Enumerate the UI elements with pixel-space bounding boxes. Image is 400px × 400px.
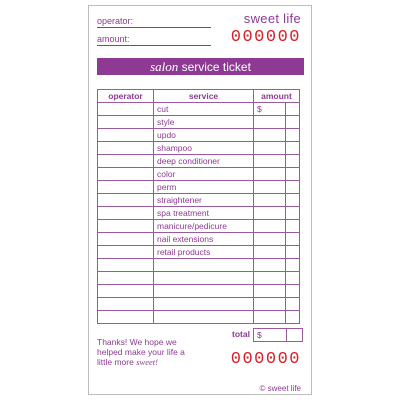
operator-cell[interactable] bbox=[98, 311, 154, 324]
title-rest: service ticket bbox=[178, 60, 251, 74]
table-row bbox=[98, 116, 300, 129]
operator-cell[interactable] bbox=[98, 272, 154, 285]
amount-column-header: amount bbox=[254, 90, 300, 103]
currency-symbol: $ bbox=[257, 104, 262, 114]
service-cell: shampoo bbox=[154, 142, 254, 155]
operator-cell[interactable] bbox=[98, 181, 154, 194]
table-row bbox=[98, 220, 300, 233]
operator-cell[interactable] bbox=[98, 298, 154, 311]
service-cell bbox=[154, 259, 254, 272]
operator-cell[interactable] bbox=[98, 233, 154, 246]
service-cell: spa treatment bbox=[154, 207, 254, 220]
table-row bbox=[98, 181, 300, 194]
service-cell bbox=[154, 311, 254, 324]
amount-cell[interactable] bbox=[254, 129, 286, 142]
cents-cell[interactable] bbox=[286, 272, 300, 285]
cents-cell[interactable] bbox=[286, 259, 300, 272]
amount-cell[interactable] bbox=[254, 233, 286, 246]
cents-cell[interactable] bbox=[286, 311, 300, 324]
amount-cell[interactable] bbox=[254, 220, 286, 233]
operator-cell[interactable] bbox=[98, 207, 154, 220]
table-row bbox=[98, 129, 300, 142]
thanks-sweet: sweet! bbox=[136, 357, 158, 367]
operator-cell[interactable] bbox=[98, 155, 154, 168]
table-row bbox=[98, 311, 300, 324]
service-column-header: service bbox=[154, 90, 254, 103]
table-row bbox=[98, 233, 300, 246]
ticket-number-bottom: 000000 bbox=[230, 350, 301, 369]
ticket-title bbox=[97, 58, 304, 75]
ticket-number-top: 000000 bbox=[230, 28, 301, 47]
amount-cell[interactable] bbox=[254, 298, 286, 311]
operator-cell[interactable] bbox=[98, 129, 154, 142]
cents-cell[interactable] bbox=[286, 181, 300, 194]
operator-cell[interactable] bbox=[98, 103, 154, 116]
amount-cell[interactable] bbox=[254, 155, 286, 168]
cents-cell[interactable] bbox=[286, 220, 300, 233]
operator-cell[interactable] bbox=[98, 168, 154, 181]
service-cell: perm bbox=[154, 181, 254, 194]
service-cell: retail products bbox=[154, 246, 254, 259]
thanks-text: Thanks! We hope we helped make your life a little more bbox=[97, 337, 185, 367]
table-row bbox=[98, 298, 300, 311]
service-cell: updo bbox=[154, 129, 254, 142]
service-cell: style bbox=[154, 116, 254, 129]
total-amount-field[interactable] bbox=[253, 328, 303, 342]
total-currency-symbol: $ bbox=[257, 330, 262, 340]
thanks-message bbox=[97, 337, 197, 367]
table-row bbox=[98, 259, 300, 272]
table-row bbox=[98, 207, 300, 220]
table-row bbox=[98, 285, 300, 298]
amount-cell[interactable] bbox=[254, 272, 286, 285]
amount-field[interactable] bbox=[97, 45, 211, 46]
table-header-row bbox=[98, 90, 300, 103]
table-row bbox=[98, 155, 300, 168]
amount-cell[interactable] bbox=[254, 311, 286, 324]
operator-cell[interactable] bbox=[98, 142, 154, 155]
amount-cell[interactable] bbox=[254, 246, 286, 259]
title-italic: salon bbox=[150, 59, 179, 74]
total-cents-divider bbox=[286, 328, 287, 342]
amount-label: amount: bbox=[97, 34, 130, 44]
cents-cell[interactable] bbox=[286, 168, 300, 181]
service-cell bbox=[154, 272, 254, 285]
amount-cell[interactable] bbox=[254, 285, 286, 298]
cents-cell[interactable] bbox=[286, 129, 300, 142]
table-row bbox=[98, 194, 300, 207]
table-row bbox=[98, 246, 300, 259]
operator-cell[interactable] bbox=[98, 285, 154, 298]
operator-cell[interactable] bbox=[98, 259, 154, 272]
cents-cell[interactable] bbox=[286, 142, 300, 155]
table-row bbox=[98, 168, 300, 181]
services-table bbox=[97, 89, 300, 324]
operator-cell[interactable] bbox=[98, 246, 154, 259]
table-row bbox=[98, 142, 300, 155]
cents-cell[interactable] bbox=[286, 285, 300, 298]
operator-column-header: operator bbox=[98, 90, 154, 103]
brand-logo-top: sweet life bbox=[243, 11, 301, 26]
service-cell: color bbox=[154, 168, 254, 181]
cents-cell[interactable] bbox=[286, 194, 300, 207]
amount-cell[interactable] bbox=[254, 142, 286, 155]
total-label: total bbox=[232, 329, 250, 339]
service-cell: manicure/pedicure bbox=[154, 220, 254, 233]
cents-cell[interactable] bbox=[286, 246, 300, 259]
brand-logo-bottom: © sweet life bbox=[259, 384, 301, 393]
amount-cell[interactable] bbox=[254, 207, 286, 220]
amount-cell[interactable] bbox=[254, 194, 286, 207]
amount-cell[interactable] bbox=[254, 168, 286, 181]
operator-cell[interactable] bbox=[98, 116, 154, 129]
amount-cell[interactable] bbox=[254, 181, 286, 194]
operator-label: operator: bbox=[97, 16, 134, 26]
service-cell: straightener bbox=[154, 194, 254, 207]
operator-cell[interactable] bbox=[98, 194, 154, 207]
service-cell bbox=[154, 298, 254, 311]
table-row bbox=[98, 103, 300, 116]
cents-cell[interactable] bbox=[286, 116, 300, 129]
cents-cell[interactable] bbox=[286, 155, 300, 168]
cents-cell[interactable] bbox=[286, 103, 300, 116]
operator-field[interactable] bbox=[97, 27, 211, 28]
table-row bbox=[98, 272, 300, 285]
service-cell: cut bbox=[154, 103, 254, 116]
cents-cell[interactable] bbox=[286, 298, 300, 311]
service-cell bbox=[154, 285, 254, 298]
service-cell: deep conditioner bbox=[154, 155, 254, 168]
cents-cell[interactable] bbox=[286, 207, 300, 220]
cents-cell[interactable] bbox=[286, 233, 300, 246]
service-cell: nail extensions bbox=[154, 233, 254, 246]
amount-cell[interactable] bbox=[254, 116, 286, 129]
operator-cell[interactable] bbox=[98, 220, 154, 233]
amount-cell[interactable] bbox=[254, 103, 286, 116]
service-ticket bbox=[88, 5, 312, 395]
amount-cell[interactable] bbox=[254, 259, 286, 272]
